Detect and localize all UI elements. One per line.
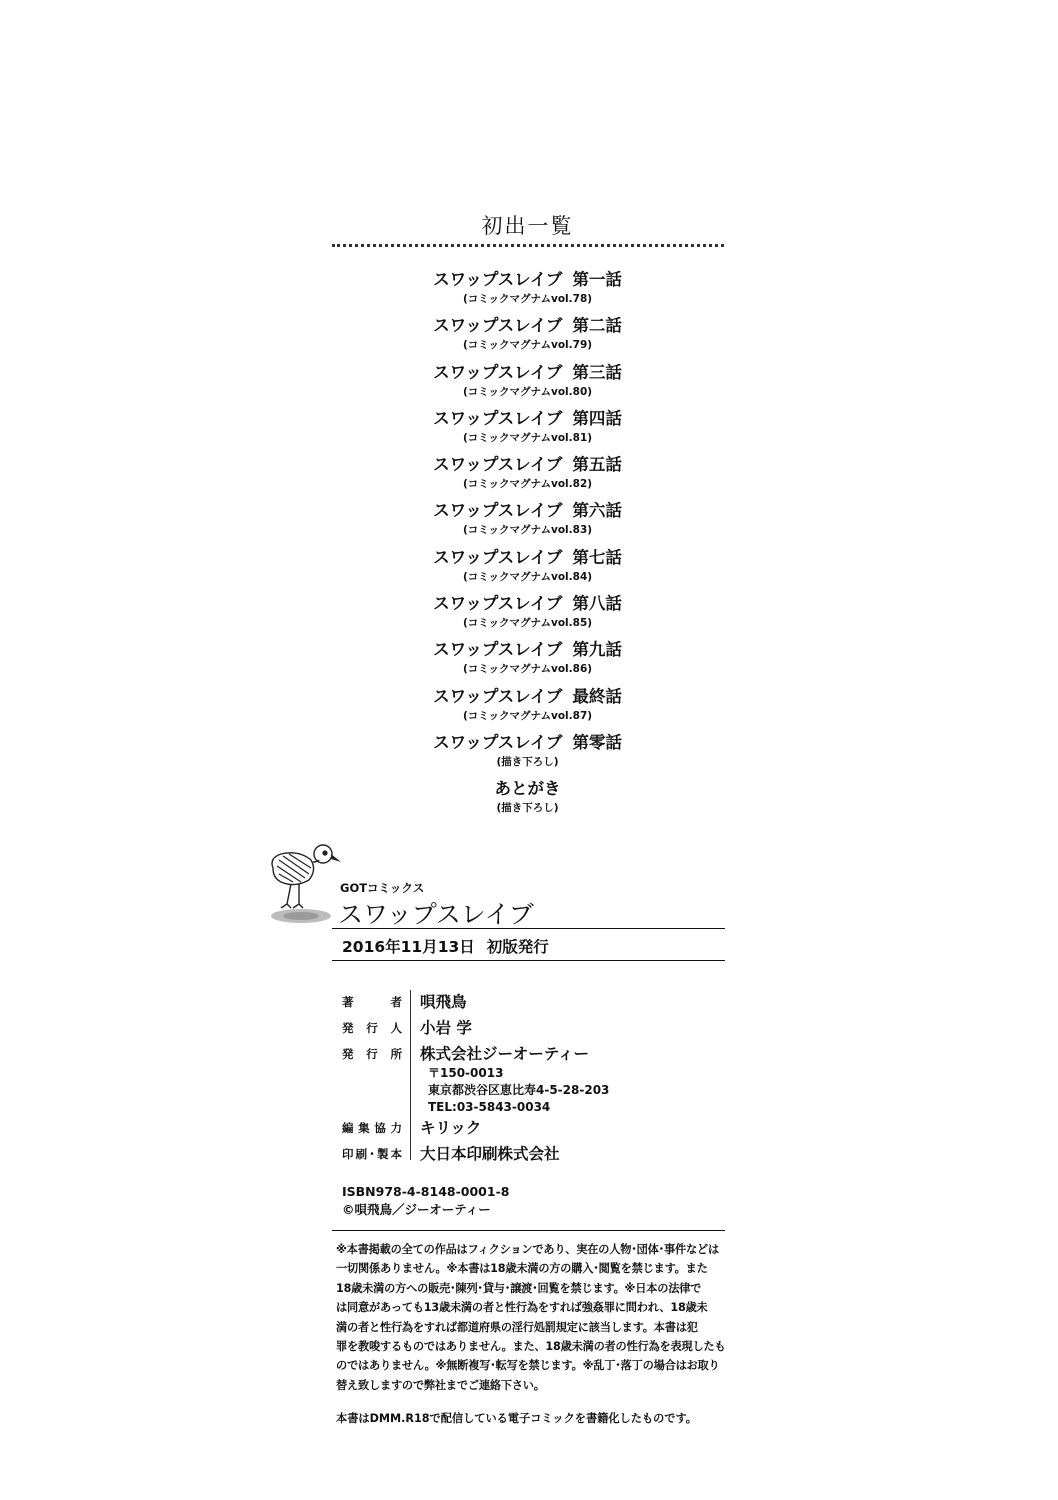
toc-item-title: スワップスレイブ bbox=[433, 408, 563, 428]
toc-item-title: スワップスレイブ bbox=[433, 501, 563, 521]
notice-line: 18歳未満の方への販売･陳列･貸与･譲渡･回覧を禁じます。※日本の法律で bbox=[336, 1281, 702, 1295]
bird-mascot-icon bbox=[265, 838, 345, 928]
toc-item-source: (コミックマグナムvol.79) bbox=[462, 339, 593, 352]
editing-credit: キリック bbox=[420, 1119, 482, 1137]
toc-list bbox=[330, 268, 725, 824]
notice-rule bbox=[332, 1230, 725, 1231]
toc-item-title: スワップスレイブ bbox=[433, 686, 563, 706]
toc-item bbox=[330, 453, 725, 499]
credit-label: 印 刷 ･ 製 本 bbox=[342, 1147, 402, 1161]
printing-credit: 大日本印刷株式会社 bbox=[420, 1145, 560, 1163]
toc-item-title: あとがき bbox=[494, 779, 561, 799]
toc-item-title: スワップスレイブ bbox=[433, 316, 563, 336]
toc-item-source: (コミックマグナムvol.83) bbox=[462, 524, 593, 537]
toc-item-source: (コミックマグナムvol.85) bbox=[462, 617, 593, 630]
toc-item-source: (コミックマグナムvol.82) bbox=[462, 478, 593, 491]
title-rule bbox=[332, 928, 725, 929]
credit-label: 編 集 協 力 bbox=[342, 1121, 402, 1135]
toc-item bbox=[330, 638, 725, 684]
toc-item-title: スワップスレイブ bbox=[433, 732, 563, 752]
toc-title: 初出一覧 bbox=[481, 214, 574, 238]
notice-line: 満の者と性行為をすれば都道府県の淫行処罰規定に該当します。本書は犯 bbox=[336, 1320, 698, 1334]
publisher-person-name: 小岩 学 bbox=[420, 1019, 472, 1037]
publisher-name: 株式会社ジーオーティー bbox=[420, 1045, 589, 1063]
toc-item-title: スワップスレイブ bbox=[433, 594, 563, 614]
notice-line: 一切関係ありません。※本書は18歳未満の方の購入･閲覧を禁じます。また bbox=[336, 1262, 708, 1276]
toc-item-source: (コミックマグナムvol.80) bbox=[462, 385, 593, 398]
credit-label: 発 行 人 bbox=[342, 1021, 402, 1035]
legal-notice bbox=[336, 1240, 728, 1395]
toc-item-episode: 第四話 bbox=[572, 408, 622, 428]
notice-line: は同意があっても13歳未満の者と性行為をすれば強姦罪に問われ、18歳未 bbox=[336, 1301, 708, 1315]
telephone: TEL:03-5843-0034 bbox=[428, 1100, 551, 1114]
toc-item-episode: 第七話 bbox=[572, 547, 622, 567]
postal-code: 〒150-0013 bbox=[428, 1066, 504, 1080]
toc-item bbox=[330, 731, 725, 777]
toc-item bbox=[330, 268, 725, 314]
publication-date: 2016年11月13日 初版発行 bbox=[342, 938, 549, 956]
credits-divider bbox=[410, 990, 411, 1160]
toc-item-source: (コミックマグナムvol.84) bbox=[462, 570, 593, 583]
toc-item bbox=[330, 361, 725, 407]
toc-item-episode: 第八話 bbox=[572, 594, 622, 614]
book-title: スワップスレイブ bbox=[338, 900, 534, 929]
footnote: 本書はDMM.R18で配信している電子コミックを書籍化したものです。 bbox=[336, 1412, 697, 1425]
toc-item-episode: 第一話 bbox=[572, 270, 622, 289]
notice-line: のではありません。※無断複写･転写を禁じます。※乱丁･落丁の場合はお取り bbox=[336, 1359, 720, 1373]
isbn: ISBN978-4-8148-0001-8 bbox=[342, 1184, 510, 1199]
toc-item bbox=[330, 499, 725, 545]
label-series: GOTコミックス bbox=[340, 881, 425, 895]
notice-line: 替え致しますので弊社までご連絡下さい。 bbox=[336, 1378, 545, 1392]
toc-item-title: スワップスレイブ bbox=[433, 455, 563, 475]
toc-item bbox=[330, 685, 725, 731]
toc-item-source: (コミックマグナムvol.81) bbox=[462, 431, 593, 444]
toc-item-episode: 第六話 bbox=[572, 501, 622, 521]
dotted-divider bbox=[332, 244, 724, 247]
address: 東京都渋谷区恵比寿4-5-28-203 bbox=[428, 1083, 610, 1097]
toc-item-source: (描き下ろし) bbox=[496, 755, 559, 768]
toc-item-episode: 第五話 bbox=[572, 455, 622, 475]
toc-item-episode: 第二話 bbox=[572, 316, 622, 336]
toc-item bbox=[330, 592, 725, 638]
date-rule bbox=[332, 960, 725, 961]
toc-item-source: (コミックマグナムvol.86) bbox=[462, 663, 593, 676]
toc-item-episode: 第九話 bbox=[572, 640, 622, 660]
isbn-block bbox=[342, 1183, 509, 1219]
toc-item-source: (コミックマグナムvol.87) bbox=[462, 709, 593, 722]
toc-item-title: スワップスレイブ bbox=[433, 640, 563, 660]
toc-item-source: (描き下ろし) bbox=[496, 802, 559, 815]
edition-label: 初版発行 bbox=[486, 938, 549, 956]
notice-line: ※本書掲載の全ての作品はフィクションであり、実在の人物･団体･事件などは bbox=[336, 1243, 719, 1256]
author-name: 唄飛鳥 bbox=[420, 993, 467, 1011]
credit-label: 発 行 所 bbox=[342, 1047, 402, 1061]
toc-item-title: スワップスレイブ bbox=[433, 547, 563, 567]
credit-label: 著 者 bbox=[342, 995, 402, 1009]
toc-item bbox=[330, 314, 725, 360]
toc-item-source: (コミックマグナムvol.78) bbox=[462, 293, 593, 305]
toc-item bbox=[330, 407, 725, 453]
toc-item-title: スワップスレイブ bbox=[433, 362, 563, 382]
toc-item bbox=[330, 777, 725, 823]
toc-item bbox=[330, 546, 725, 592]
toc-item-episode: 最終話 bbox=[572, 686, 622, 706]
toc-item-episode: 第零話 bbox=[572, 732, 622, 752]
copyright: ©唄飛鳥／ジーオーティー bbox=[342, 1202, 491, 1217]
toc-item-episode: 第三話 bbox=[572, 362, 622, 382]
notice-line: 罪を教唆するものではありません。また、18歳未満の者の性行為を表現したも bbox=[336, 1340, 726, 1354]
toc-item-title: スワップスレイブ bbox=[433, 270, 563, 289]
